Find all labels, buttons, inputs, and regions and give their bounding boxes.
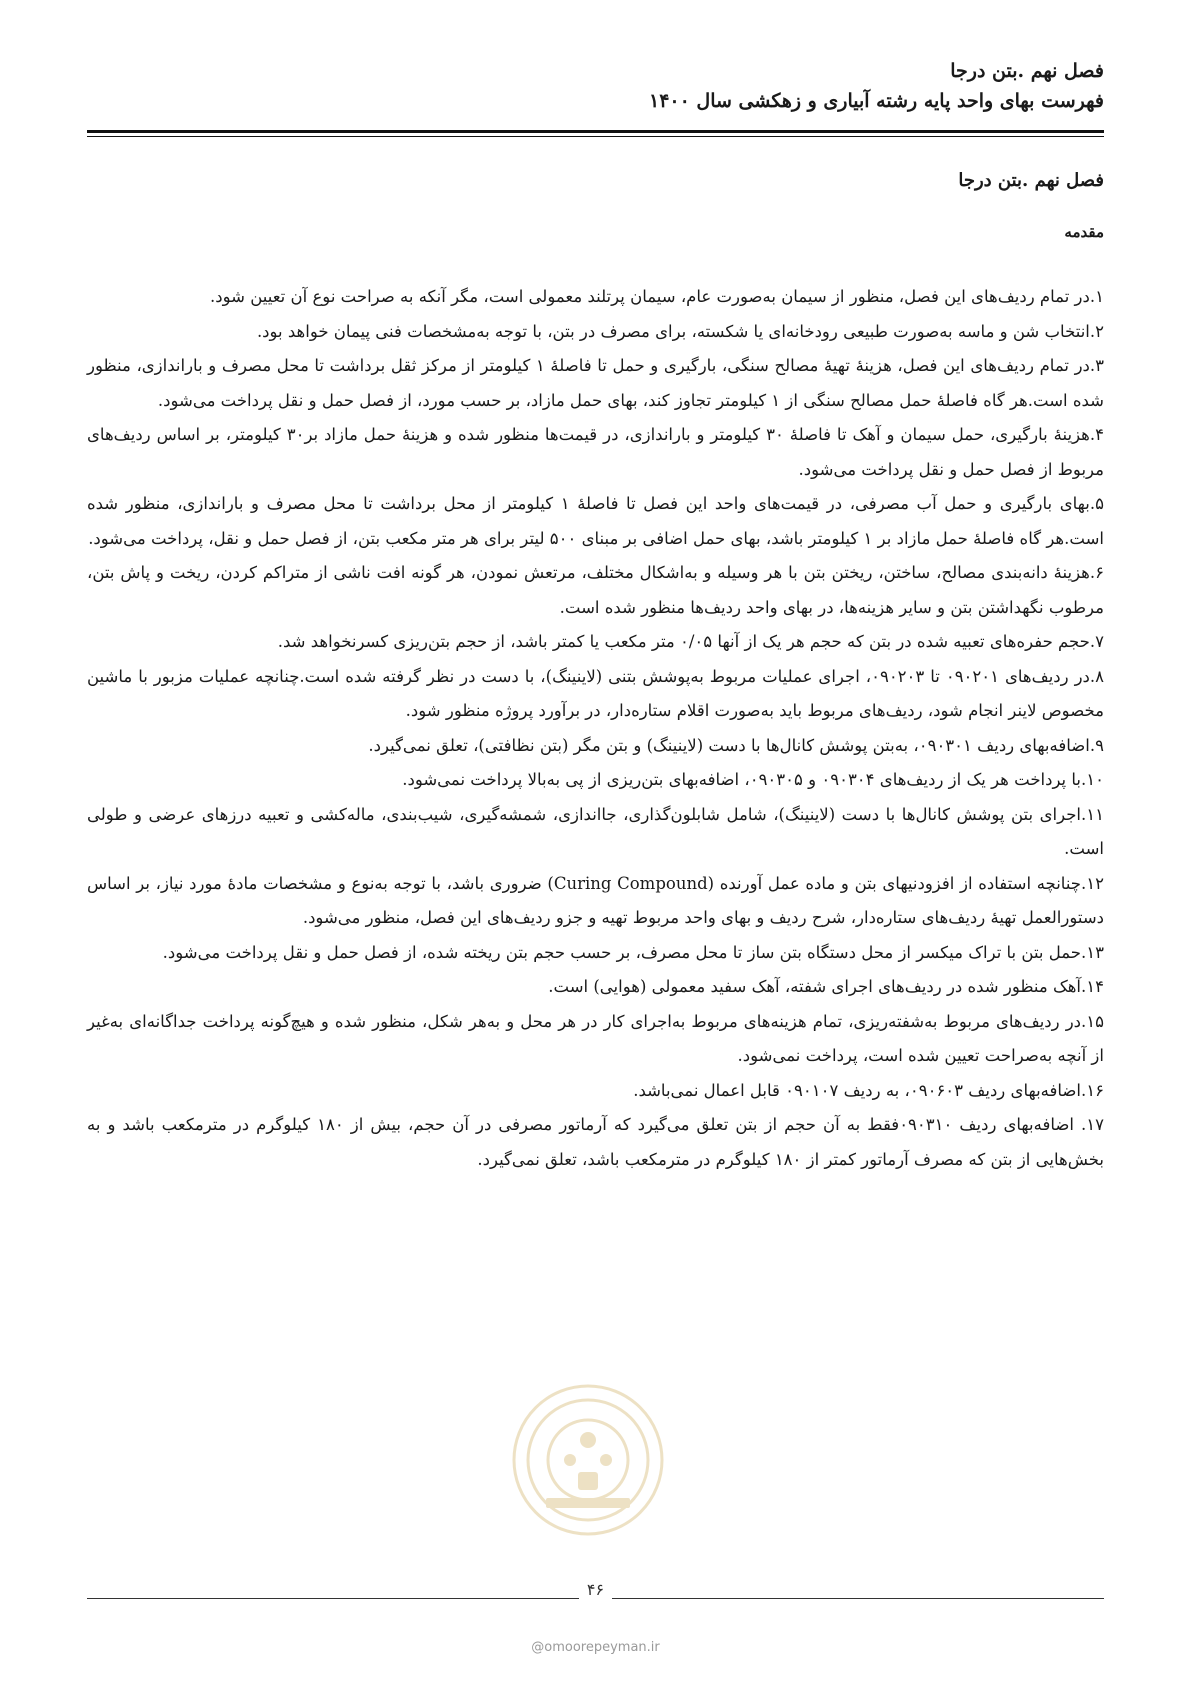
paragraph: ۳.در تمام ردیف‌های این فصل، هزینهٔ تهیهٔ مصالح سنگی، بارگیری و حمل تا فاصلهٔ ۱ کیلومتر از مرکز ثقل برداشت تا محل مصرف و باراندازی، منظور شده است.هر گاه فاصلهٔ حمل مصالح سنگی از ۱ کیلومتر تجاوز کند، بهای حمل مازاد، بر حسب مورد، از فصل حمل و نقل پرداخت می‌شود. [87, 356, 1104, 410]
paragraph: ۴.هزینهٔ بارگیری، حمل سیمان و آهک تا فاصلهٔ ۳۰ کیلومتر و باراندازی، در قیمت‌ها منظور شده و هزینهٔ حمل مازاد بر۳۰ کیلومتر، بر اساس ردیف‌های مربوط از فصل حمل و نقل پرداخت می‌شود. [87, 425, 1104, 479]
paragraph: ۹.اضافه‌بهای ردیف ۰۹۰۳۰۱، به‌بتن پوشش کانال‌ها با دست (لاینینگ) و بتن مگر (بتن نظافتی)، تعلق نمی‌گیرد. [368, 735, 1104, 755]
paragraph: ۱۶.اضافه‌بهای ردیف ۰۹۰۶۰۳، به ردیف ۰۹۰۱۰۷ قابل اعمال نمی‌باشد. [633, 1080, 1104, 1100]
paragraph: ۱۲.چنانچه استفاده از افزودنیهای بتن و ماده عمل آورنده (Curing Compound) ضروری باشد، با توجه به‌نوع و مشخصات مادهٔ مورد نیاز، بر اساس دستورالعمل تهیهٔ ردیف‌های ستاره‌دار، شرح ردیف و بهای واحد مربوط تهیه و جزو ردیف‌های این فصل، منظور می‌شود. [87, 873, 1104, 927]
paragraph: ۱۳.حمل بتن با تراک میکسر از محل دستگاه بتن ساز تا محل مصرف، بر حسب حجم بتن ریخته شده، از فصل حمل و نقل پرداخت می‌شود. [162, 942, 1104, 962]
header-chapter: فصل نهم .بتن درجا [950, 60, 1104, 82]
paragraph: ۵.بهای بارگیری و حمل آب مصرفی، در قیمت‌های واحد این فصل تا فاصلهٔ ۱ کیلومتر از محل برداشت تا محل مصرف و باراندازی، منظور شده است.هر گاه فاصلهٔ حمل مازاد بر ۱ کیلومتر باشد، بهای حمل اضافی بر مبنای ۵۰۰ لیتر برای هر متر مکعب بتن، از فصل حمل و نقل، پرداخت می‌شود. [87, 494, 1104, 548]
page-number [0, 1580, 1191, 1600]
paragraph: ۲.انتخاب شن و ماسه به‌صورت طبیعی رودخانه‌ای یا شکسته، برای مصرف در بتن، با توجه به‌مشخصات فنی پیمان خواهد بود. [256, 321, 1104, 341]
paragraph: ۱۷. اضافه‌بهای ردیف ۰۹۰۳۱۰فقط به آن حجم از بتن تعلق می‌گیرد که آرماتور مصرفی در آن حجم، بیش از ۱۸۰ کیلوگرم در مترمکعب باشد و به بخش‌هایی از بتن که مصرف آرماتور کمتر از ۱۸۰ کیلوگرم در مترمکعب باشد، تعلق نمی‌گیرد. [87, 1115, 1104, 1169]
chapter-title: فصل نهم .بتن درجا [958, 170, 1104, 191]
paragraph: ۸.در ردیف‌های ۰۹۰۲۰۱ تا ۰۹۰۲۰۳، اجرای عملیات مربوط به‌پوشش بتنی (لاینینگ)، با دست در نظر گرفته شده است.چنانچه عملیات مزبور با ماشین مخصوص لاینر انجام شود، ردیف‌های مربوط باید به‌صورت اقلام ستاره‌دار، در برآورد پروژه منظور شود. [87, 666, 1104, 720]
paragraph: ۶.هزینهٔ دانه‌بندی مصالح، ساختن، ریختن بتن با هر وسیله و به‌اشکال مختلف، مرتعش نمودن، هر گونه افت ناشی از متراکم کردن، ریخت و پاش بتن، مرطوب نگهداشتن بتن و سایر هزینه‌ها، در بهای واحد ردیف‌ها منظور شده است. [87, 563, 1104, 617]
paragraph: ۱۴.آهک منظور شده در ردیف‌های اجرای شفته، آهک سفید معمولی (هوایی) است. [548, 977, 1104, 996]
header-divider-thin [87, 136, 1104, 137]
page-header [87, 56, 1104, 116]
emblem-watermark-icon [508, 1380, 668, 1540]
paragraph: ۱.در تمام ردیف‌های این فصل، منظور از سیمان به‌صورت عام، سیمان پرتلند معمولی است، مگر آنکه به صراحت نوع آن تعیین شود. [210, 287, 1104, 306]
website-watermark: @omoorepeyman.ir [531, 1640, 660, 1655]
paragraph: ۱۵.در ردیف‌های مربوط به‌شفته‌ریزی، تمام هزینه‌های مربوط به‌اجرای کار در هر محل و به‌هر شکل، منظور شده و هیچ‌گونه پرداخت جداگانه‌ای به‌غیر از آنچه به‌صراحت تعیین شده است، پرداخت نمی‌شود. [87, 1011, 1104, 1065]
header-divider-thick [87, 130, 1104, 133]
paragraph: ۱۰.با پرداخت هر یک از ردیف‌های ۰۹۰۳۰۴ و ۰۹۰۳۰۵، اضافه‌بهای بتن‌ریزی از پی به‌بالا پرداخت نمی‌شود. [402, 770, 1104, 789]
section-heading: مقدمه [1064, 223, 1104, 241]
paragraph: ۷.حجم حفره‌های تعبیه شده در بتن که حجم هر یک از آنها ۰/۰۵ متر مکعب یا کمتر باشد، از حجم بتن‌ریزی کسرنخواهد شد. [277, 632, 1104, 651]
paragraph: ۱۱.اجرای بتن پوشش کانال‌ها با دست (لاینینگ)، شامل شابلون‌گذاری، جااندازی، شمشه‌گیری، شیب‌بندی، ماله‌کشی و تعبیه درزهای عرضی و طولی است. [87, 804, 1104, 858]
header-document-title: فهرست بهای واحد پایه رشته آبیاری و زهکشی سال ۱۴۰۰ [648, 90, 1104, 112]
page-number-text: ۴۶ [579, 1580, 612, 1599]
body-content [87, 280, 1104, 1177]
